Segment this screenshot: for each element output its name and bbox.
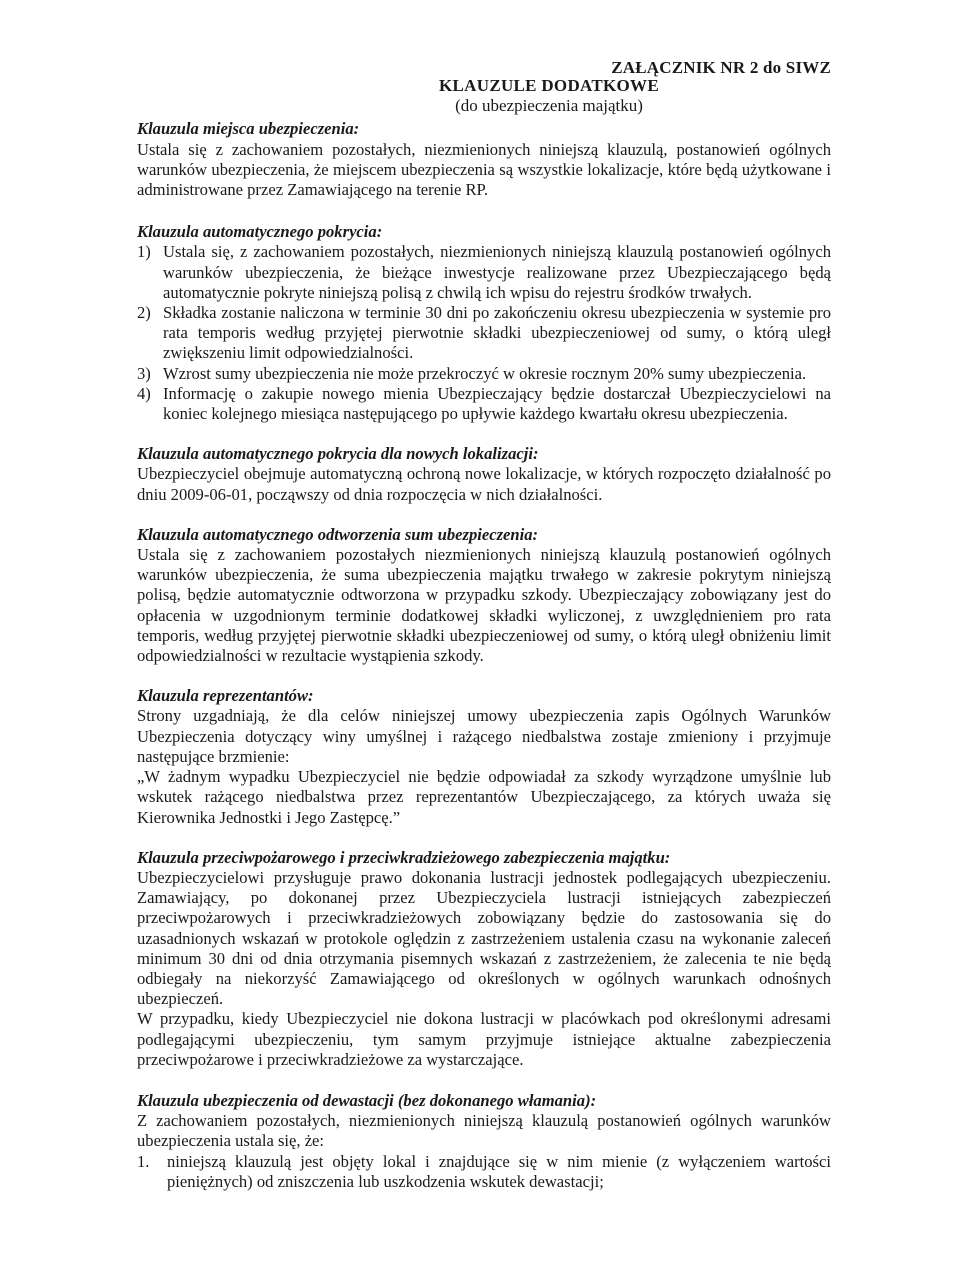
clause-paragraph: Ustala się z zachowaniem pozostałych niezmienionych niniejszą klauzulą postanowień ogólnych warunków ubezpieczenia, że suma ubezpieczenia majątku trwałego w zakresie pokrytym niniejszą polisą, będzie automatycznie odtworzona w przypadku szkody. Ubezpieczający zobowiązany jest do opłacenia w uzgodnionym terminie dodatkowej składki wyliczonej, z uwzględnieniem pro rata temporis, według przyjętej pierwotnie składki ubezpieczeniowej od sumy, o którą uległ obniżeniu limit odpowiedzialności w rezultacie wystąpienia szkody. bbox=[137, 545, 831, 666]
list-text: Wzrost sumy ubezpieczenia nie może przekroczyć w okresie rocznym 20% sumy ubezpieczenia. bbox=[163, 363, 807, 383]
list-text: Składka zostanie naliczona w terminie 30 dni po zakończeniu okresu ubezpieczenia w systemie pro rata temporis według przyjętej pierwotnie składki ubezpieczeniowej od sumy, o którą uległ zwiększeniu limit odpowiedzialności. bbox=[163, 303, 831, 363]
attachment-label: ZAŁĄCZNIK NR 2 do SIWZ bbox=[611, 58, 831, 77]
list-item bbox=[137, 364, 831, 384]
clause-vandalism bbox=[137, 1091, 831, 1192]
document-title: KLAUZULE DODATKOWE bbox=[439, 76, 659, 95]
list-number: 3) bbox=[137, 363, 151, 383]
clause-list bbox=[137, 1152, 831, 1192]
list-number: 1. bbox=[137, 1151, 150, 1171]
clause-paragraph: Ustala się z zachowaniem pozostałych, niezmienionych niniejszą klauzulą, postanowień ogólnych warunków ubezpieczenia, że miejscem ubezpieczenia są wszystkie lokalizacje, które będą użytkowane i administrowane przez Zamawiającego na terenie RP. bbox=[137, 139, 831, 200]
clause-heading: Klauzula automatycznego odtworzenia sum ubezpieczenia: bbox=[137, 524, 539, 544]
clause-heading: Klauzula automatycznego pokrycia dla nowych lokalizacji: bbox=[137, 444, 539, 464]
clause-heading: Klauzula ubezpieczenia od dewastacji (bez dokonanego włamania): bbox=[137, 1090, 597, 1110]
clause-paragraph: Ubezpieczyciel obejmuje automatyczną ochroną nowe lokalizacje, w których rozpoczęto działalność po dniu 2009-06-01, począwszy od dnia rozpoczęcia w nich działalności. bbox=[137, 464, 831, 504]
clause-sum-restoration bbox=[137, 525, 831, 666]
list-text: Ustala się, z zachowaniem pozostałych, niezmienionych niniejszą klauzulą postanowień ogólnych warunków ubezpieczenia, że bieżące inwestycje realizowane przez Ubezpieczającego będą automatycznie pokryte niniejszą polisą z chwilą ich wpisu do rejestru środków trwałych. bbox=[163, 242, 831, 302]
clause-automatic-cover bbox=[137, 222, 831, 424]
list-item bbox=[137, 384, 831, 424]
list-number: 1) bbox=[137, 242, 151, 262]
list-text: Informację o zakupie nowego mienia Ubezpieczający będzie dostarczał Ubezpieczycielowi na koniec kolejnego miesiąca następującego po upływie każdego kwartału okresu ubezpieczenia. bbox=[163, 383, 831, 424]
clause-heading: Klauzula miejsca ubezpieczenia: bbox=[137, 119, 360, 139]
list-item bbox=[137, 303, 831, 364]
list-item bbox=[137, 1152, 831, 1192]
document-title-block bbox=[137, 76, 831, 116]
clause-representatives bbox=[137, 686, 831, 827]
clause-paragraph: Ubezpieczycielowi przysługuje prawo dokonania lustracji jednostek podlegających ubezpieczeniu. Zamawiający, po dokonanej przez Ubezpieczyciela lustracji istniejących zabezpieczeń przeciwpożarowych i przeciwkradzieżowych zobowiązany będzie do zastosowania się do uzasadnionych wskazań w protokole oględzin z zastrzeżeniem ustalenia czasu na wykonanie zaleceń minimum 30 dni od dnia otrzymania pisemnych wskazań z zastrzeżeniem, że zalecenia te nie będą odbiegały na niekorzyść Zamawiającego od określonych w ogólnych warunkach odnośnych ubezpieczeń. bbox=[137, 867, 831, 1009]
document-subtitle: (do ubezpieczenia majątku) bbox=[455, 96, 643, 116]
clause-heading: Klauzula przeciwpożarowego i przeciwkradzieżowego zabezpieczenia majątku: bbox=[137, 847, 671, 867]
list-text: niniejszą klauzulą jest objęty lokal i znajdujące się w nim mienie (z wyłączeniem wartości pieniężnych) od zniszczenia lub uszkodzenia wskutek dewastacji; bbox=[167, 1151, 831, 1191]
clause-quote: „W żadnym wypadku Ubezpieczyciel nie będzie odpowiadał za szkody wyrządzone umyślnie lub wskutek rażącego niedbalstwa przez reprezentantów Ubezpieczającego, za których uważa się Kierownika Jednostki i Jego Zastępcę.” bbox=[137, 767, 831, 827]
clause-heading: Klauzula reprezentantów: bbox=[137, 686, 314, 706]
clause-paragraph: W przypadku, kiedy Ubezpieczyciel nie dokona lustracji w placówkach pod określonymi adresami podlegającymi ubezpieczeniu, tym samym przyjmuje istniejące aktualne zabezpieczenia przeciwpożarowe i przeciwkradzieżowe za wystarczające. bbox=[137, 1009, 831, 1069]
document-page bbox=[137, 48, 831, 1192]
clause-location bbox=[137, 119, 831, 200]
clause-new-locations bbox=[137, 444, 831, 505]
list-number: 4) bbox=[137, 383, 151, 403]
clause-paragraph: Strony uzgadniają, że dla celów niniejszej umowy ubezpieczenia zapis Ogólnych Warunków Ubezpieczenia dotyczący winy umyślnej i rażącego niedbalstwa zostaje zmieniony i przyjmuje następujące brzmienie: bbox=[137, 706, 831, 766]
clause-fire-theft-protection bbox=[137, 848, 831, 1070]
clause-paragraph: Z zachowaniem pozostałych, niezmienionych niniejszą klauzulą postanowień ogólnych warunków ubezpieczenia ustala się, że: bbox=[137, 1111, 831, 1151]
list-item bbox=[137, 242, 831, 303]
list-number: 2) bbox=[137, 303, 151, 323]
clause-heading: Klauzula automatycznego pokrycia: bbox=[137, 222, 383, 242]
clause-list bbox=[137, 242, 831, 424]
